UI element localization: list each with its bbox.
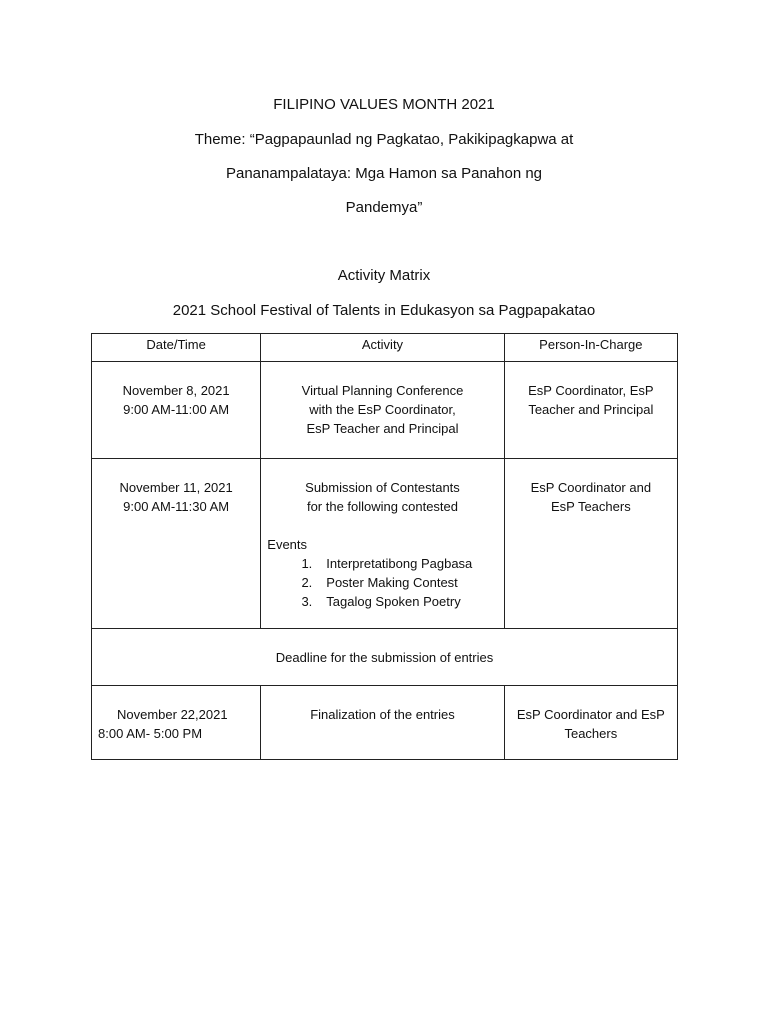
table-row — [92, 686, 678, 760]
person-line: Teacher and Principal — [528, 402, 654, 417]
event-name: Tagalog Spoken Poetry — [326, 594, 461, 609]
person-line: EsP Teachers — [550, 499, 631, 514]
person-line: EsP Coordinator, EsP — [528, 383, 654, 398]
list-item — [275, 573, 503, 592]
activity-cell — [261, 459, 504, 629]
table-row — [92, 362, 678, 459]
activity-line: Submission of Contestants — [305, 480, 460, 495]
person-cell — [504, 686, 677, 760]
event-name: Interpretatibong Pagbasa — [326, 556, 473, 571]
date-text: November 8, 2021 — [122, 383, 230, 398]
date-text: November 22,2021 — [117, 707, 228, 722]
event-name: Poster Making Contest — [326, 575, 458, 590]
table-row — [92, 459, 678, 629]
activity-cell — [261, 686, 504, 760]
events-label: Events — [267, 537, 308, 552]
activity-line: EsP Teacher and Principal — [306, 421, 459, 436]
theme-line-1: Theme: “Pagpapaunlad ng Pagkatao, Pakikipagkapwa at — [194, 131, 574, 148]
time-text: 8:00 AM- 5:00 PM — [98, 726, 203, 741]
events-list — [261, 554, 503, 611]
activity-cell — [261, 362, 504, 459]
festival-subtitle: 2021 School Festival of Talents in Edukasyon sa Pagpapakatao — [172, 302, 596, 319]
person-line: EsP Coordinator and — [530, 480, 652, 495]
deadline-cell: Deadline for the submission of entries — [92, 629, 678, 686]
list-number: 2. — [301, 575, 313, 590]
date-cell — [92, 362, 261, 459]
column-header-date: Date/Time — [92, 334, 261, 362]
list-number: 1. — [301, 556, 313, 571]
person-line: EsP Coordinator and EsP — [516, 707, 665, 722]
table-row — [92, 629, 678, 686]
column-header-activity: Activity — [261, 334, 504, 362]
person-cell — [504, 362, 677, 459]
time-text: 9:00 AM-11:00 AM — [123, 402, 230, 417]
date-cell — [92, 686, 261, 760]
activity-line: Finalization of the entries — [310, 707, 455, 722]
activity-line: with the EsP Coordinator, — [309, 402, 456, 417]
time-text: 9:00 AM-11:30 AM — [123, 499, 230, 514]
date-text: November 11, 2021 — [119, 480, 233, 495]
theme-line-3: Pandemya” — [345, 199, 423, 216]
person-cell — [504, 459, 677, 629]
matrix-title: Activity Matrix — [337, 267, 431, 284]
date-cell — [92, 459, 261, 629]
person-line: Teachers — [564, 726, 618, 741]
list-item — [275, 554, 503, 573]
list-item — [275, 592, 503, 611]
table-header-row — [92, 334, 678, 362]
activity-matrix-table — [91, 333, 678, 760]
activity-line: Virtual Planning Conference — [301, 383, 464, 398]
list-number: 3. — [301, 594, 313, 609]
activity-line: for the following contested — [306, 499, 458, 514]
column-header-person: Person-In-Charge — [504, 334, 677, 362]
theme-line-2: Pananampalataya: Mga Hamon sa Panahon ng — [225, 165, 543, 182]
document-title: FILIPINO VALUES MONTH 2021 — [273, 96, 495, 113]
